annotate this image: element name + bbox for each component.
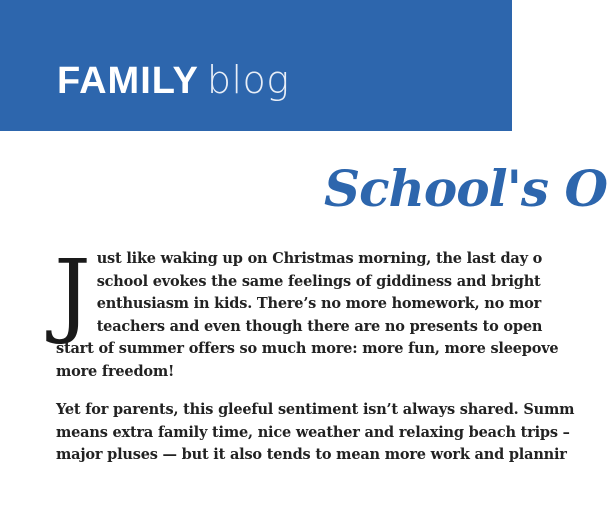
post-title: School's O bbox=[324, 159, 607, 218]
paragraph-line: start of summer offers so much more: more fun, more sleepove bbox=[56, 340, 559, 357]
site-logo[interactable] bbox=[57, 58, 290, 103]
paragraph-line: more freedom! bbox=[56, 362, 175, 380]
paragraph-2 bbox=[56, 399, 575, 467]
paragraph-line: teachers and even though there are no presents to open bbox=[96, 317, 543, 335]
brand-sub-text: blog bbox=[206, 58, 290, 102]
site-header bbox=[0, 0, 512, 131]
paragraph-line: school evokes the same feelings of giddiness and bright bbox=[96, 272, 541, 290]
post-content bbox=[0, 131, 607, 512]
paragraph-line: enthusiasm in kids. There’s no more homework, no mor bbox=[96, 295, 542, 312]
article-body bbox=[54, 240, 575, 483]
paragraph-line: major pluses — but it also tends to mean more work and plannir bbox=[56, 446, 567, 463]
paragraph-line: means extra family time, nice weather and relaxing beach trips – bbox=[56, 423, 570, 441]
brand-main-text: FAMILY bbox=[57, 60, 199, 102]
drop-cap: J bbox=[54, 240, 91, 347]
paragraph-line: Yet for parents, this gleeful sentiment isn’t always shared. Summ bbox=[56, 401, 575, 418]
paragraph-line: ust like waking up on Christmas morning, the last day o bbox=[96, 250, 543, 267]
paragraph-1 bbox=[54, 240, 559, 383]
